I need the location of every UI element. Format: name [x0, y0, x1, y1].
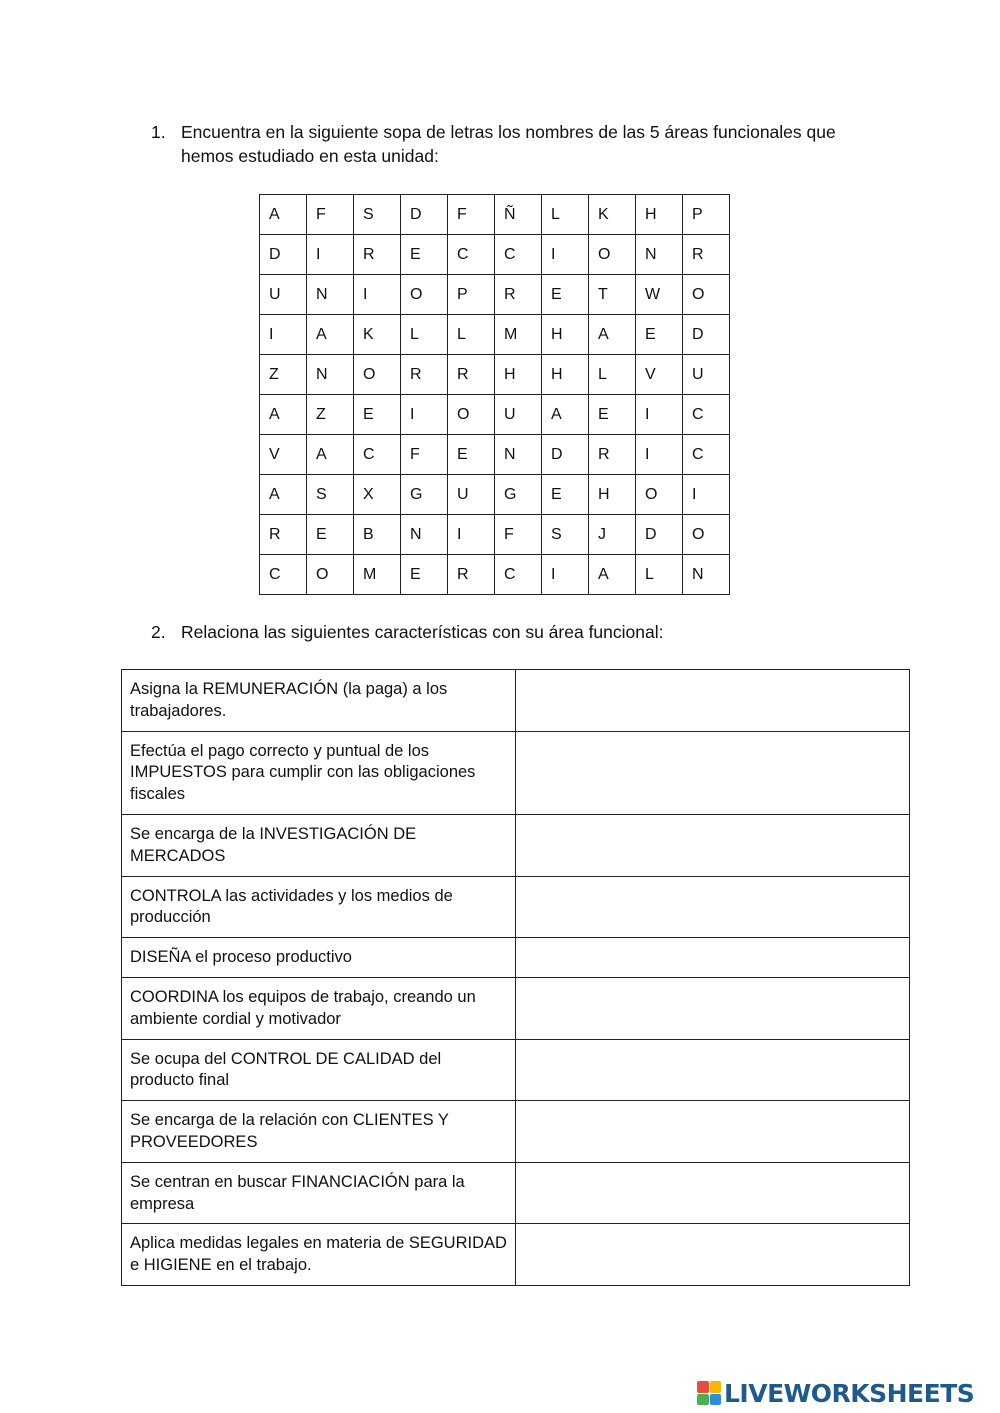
grid-cell: I	[260, 315, 307, 355]
characteristic-cell: Se encarga de la relación con CLIENTES Y PROVEEDORES	[122, 1101, 516, 1163]
grid-cell: E	[542, 475, 589, 515]
grid-row	[260, 235, 730, 275]
grid-cell: I	[542, 555, 589, 595]
question-2	[151, 620, 891, 644]
grid-cell: N	[683, 555, 730, 595]
grid-row	[260, 555, 730, 595]
grid-cell: W	[636, 275, 683, 315]
match-row	[122, 876, 910, 938]
grid-cell: T	[589, 275, 636, 315]
grid-cell: R	[401, 355, 448, 395]
grid-row	[260, 395, 730, 435]
question-1-number: 1.	[151, 122, 166, 142]
grid-cell: A	[260, 195, 307, 235]
grid-cell: H	[636, 195, 683, 235]
grid-cell: F	[401, 435, 448, 475]
match-row	[122, 731, 910, 814]
answer-cell[interactable]	[516, 977, 910, 1039]
grid-cell: N	[636, 235, 683, 275]
grid-cell: H	[495, 355, 542, 395]
grid-cell: X	[354, 475, 401, 515]
answer-cell[interactable]	[516, 1224, 910, 1286]
logo-square-yellow	[710, 1381, 722, 1393]
characteristic-cell: COORDINA los equipos de trabajo, creando un ambiente cordial y motivador	[122, 977, 516, 1039]
grid-cell: K	[589, 195, 636, 235]
characteristic-cell: Efectúa el pago correcto y puntual de los IMPUESTOS para cumplir con las obligaciones fiscales	[122, 731, 516, 814]
grid-cell: L	[448, 315, 495, 355]
grid-cell: U	[495, 395, 542, 435]
grid-row	[260, 355, 730, 395]
grid-cell: U	[683, 355, 730, 395]
grid-cell: Ñ	[495, 195, 542, 235]
grid-cell: C	[260, 555, 307, 595]
grid-cell: O	[589, 235, 636, 275]
question-1	[151, 120, 891, 168]
characteristic-cell: Asigna la REMUNERACIÓN (la paga) a los trabajadores.	[122, 670, 516, 732]
grid-cell: P	[683, 195, 730, 235]
logo-square-red	[697, 1381, 709, 1393]
question-1-text: Encuentra en la siguiente sopa de letras los nombres de las 5 áreas funcionales que hemos estudiado en esta unidad:	[181, 122, 836, 166]
grid-cell: A	[589, 555, 636, 595]
grid-cell: I	[636, 435, 683, 475]
match-row	[122, 1101, 910, 1163]
grid-cell: S	[307, 475, 354, 515]
grid-cell: O	[683, 275, 730, 315]
grid-cell: C	[448, 235, 495, 275]
grid-cell: R	[589, 435, 636, 475]
grid-cell: A	[307, 435, 354, 475]
grid-cell: I	[401, 395, 448, 435]
grid-cell: J	[589, 515, 636, 555]
characteristic-cell: Se ocupa del CONTROL DE CALIDAD del producto final	[122, 1039, 516, 1101]
grid-cell: B	[354, 515, 401, 555]
characteristic-cell: Se encarga de la INVESTIGACIÓN DE MERCADOS	[122, 814, 516, 876]
grid-cell: E	[354, 395, 401, 435]
grid-cell: A	[307, 315, 354, 355]
grid-cell: D	[636, 515, 683, 555]
match-row	[122, 1224, 910, 1286]
grid-row	[260, 275, 730, 315]
answer-cell[interactable]	[516, 938, 910, 978]
grid-row	[260, 435, 730, 475]
grid-cell: N	[307, 275, 354, 315]
match-row	[122, 1162, 910, 1224]
grid-cell: A	[260, 395, 307, 435]
match-row	[122, 814, 910, 876]
grid-cell: O	[401, 275, 448, 315]
grid-cell: N	[401, 515, 448, 555]
grid-cell: L	[542, 195, 589, 235]
grid-cell: A	[542, 395, 589, 435]
logo-square-blue	[710, 1394, 722, 1406]
grid-cell: F	[307, 195, 354, 235]
grid-cell: O	[683, 515, 730, 555]
grid-cell: N	[307, 355, 354, 395]
grid-cell: R	[683, 235, 730, 275]
grid-cell: C	[495, 235, 542, 275]
grid-cell: R	[448, 355, 495, 395]
grid-cell: O	[307, 555, 354, 595]
grid-cell: F	[448, 195, 495, 235]
grid-cell: O	[636, 475, 683, 515]
liveworksheets-logo-icon	[697, 1381, 721, 1405]
grid-cell: I	[354, 275, 401, 315]
grid-cell: E	[448, 435, 495, 475]
match-row	[122, 670, 910, 732]
grid-cell: C	[495, 555, 542, 595]
grid-cell: I	[307, 235, 354, 275]
question-2-number: 2.	[151, 622, 166, 642]
liveworksheets-logo	[697, 1376, 974, 1410]
grid-cell: G	[401, 475, 448, 515]
grid-cell: Z	[307, 395, 354, 435]
logo-square-green	[697, 1394, 709, 1406]
grid-cell: A	[589, 315, 636, 355]
grid-row	[260, 475, 730, 515]
matching-table	[121, 669, 910, 1286]
grid-cell: G	[495, 475, 542, 515]
grid-cell: V	[636, 355, 683, 395]
grid-cell: C	[354, 435, 401, 475]
grid-cell: S	[354, 195, 401, 235]
grid-cell: D	[542, 435, 589, 475]
grid-cell: R	[495, 275, 542, 315]
grid-cell: E	[589, 395, 636, 435]
grid-cell: O	[354, 355, 401, 395]
grid-cell: H	[542, 315, 589, 355]
match-row	[122, 1039, 910, 1101]
grid-cell: I	[636, 395, 683, 435]
answer-cell[interactable]	[516, 670, 910, 732]
grid-cell: L	[401, 315, 448, 355]
question-2-text: Relaciona las siguientes características con su área funcional:	[181, 622, 664, 642]
grid-cell: H	[542, 355, 589, 395]
logo-text: LIVEWORKSHEETS	[724, 1378, 975, 1408]
answer-cell[interactable]	[516, 876, 910, 938]
grid-cell: C	[683, 435, 730, 475]
grid-cell: M	[354, 555, 401, 595]
grid-cell: L	[589, 355, 636, 395]
grid-cell: F	[495, 515, 542, 555]
characteristic-cell: Se centran en buscar FINANCIACIÓN para la empresa	[122, 1162, 516, 1224]
grid-cell: I	[683, 475, 730, 515]
grid-cell: D	[683, 315, 730, 355]
characteristic-cell: DISEÑA el proceso productivo	[122, 938, 516, 978]
grid-cell: E	[542, 275, 589, 315]
grid-cell: U	[448, 475, 495, 515]
grid-cell: C	[683, 395, 730, 435]
grid-cell: E	[636, 315, 683, 355]
grid-cell: S	[542, 515, 589, 555]
grid-cell: U	[260, 275, 307, 315]
grid-cell: N	[495, 435, 542, 475]
grid-cell: D	[260, 235, 307, 275]
grid-cell: L	[636, 555, 683, 595]
characteristic-cell: CONTROLA las actividades y los medios de producción	[122, 876, 516, 938]
answer-cell[interactable]	[516, 1101, 910, 1163]
grid-cell: Z	[260, 355, 307, 395]
answer-cell[interactable]	[516, 1162, 910, 1224]
grid-row	[260, 515, 730, 555]
grid-cell: P	[448, 275, 495, 315]
grid-cell: E	[307, 515, 354, 555]
grid-cell: H	[589, 475, 636, 515]
grid-cell: V	[260, 435, 307, 475]
grid-cell: E	[401, 235, 448, 275]
grid-cell: R	[448, 555, 495, 595]
grid-cell: D	[401, 195, 448, 235]
grid-row	[260, 195, 730, 235]
grid-cell: I	[448, 515, 495, 555]
answer-cell[interactable]	[516, 814, 910, 876]
characteristic-cell: Aplica medidas legales en materia de SEGURIDAD e HIGIENE en el trabajo.	[122, 1224, 516, 1286]
match-row	[122, 938, 910, 978]
grid-cell: R	[260, 515, 307, 555]
grid-cell: R	[354, 235, 401, 275]
grid-cell: I	[542, 235, 589, 275]
match-row	[122, 977, 910, 1039]
answer-cell[interactable]	[516, 1039, 910, 1101]
word-search-grid	[259, 194, 730, 595]
grid-cell: E	[401, 555, 448, 595]
grid-row	[260, 315, 730, 355]
grid-cell: A	[260, 475, 307, 515]
grid-cell: K	[354, 315, 401, 355]
answer-cell[interactable]	[516, 731, 910, 814]
grid-cell: O	[448, 395, 495, 435]
grid-cell: M	[495, 315, 542, 355]
